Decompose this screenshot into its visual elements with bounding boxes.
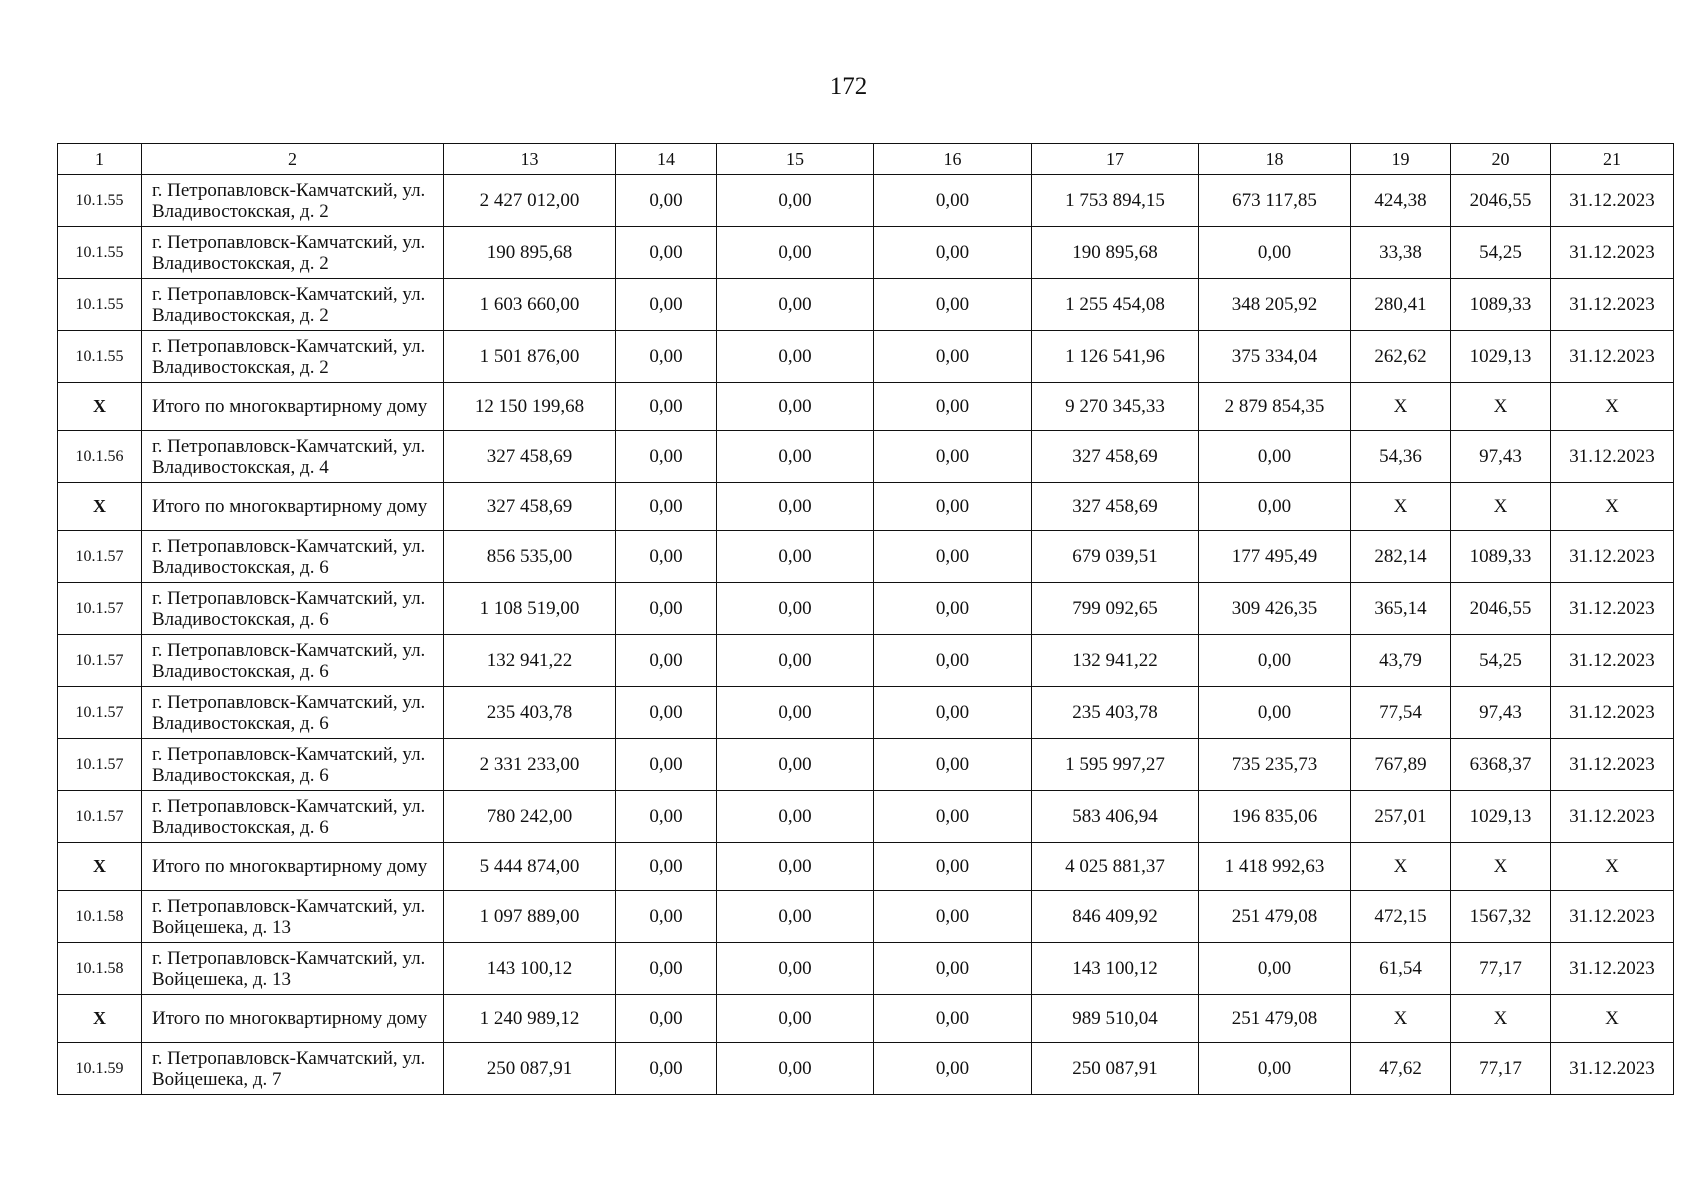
table-row: [58, 1043, 1674, 1095]
row-number-cell: Х: [58, 995, 142, 1043]
value-cell: 1089,33: [1451, 279, 1551, 331]
table-row: [58, 635, 1674, 687]
value-cell: 1 255 454,08: [1032, 279, 1199, 331]
value-cell: 0,00: [717, 483, 874, 531]
value-cell: 327 458,69: [444, 431, 616, 483]
value-cell: 2 879 854,35: [1199, 383, 1351, 431]
value-cell: 54,25: [1451, 635, 1551, 687]
value-cell: 0,00: [717, 791, 874, 843]
value-cell: 348 205,92: [1199, 279, 1351, 331]
column-header: 2: [142, 144, 444, 175]
value-cell: 4 025 881,37: [1032, 843, 1199, 891]
value-cell: 250 087,91: [444, 1043, 616, 1095]
value-cell: 327 458,69: [1032, 431, 1199, 483]
value-cell: 6368,37: [1451, 739, 1551, 791]
table-row: [58, 891, 1674, 943]
value-cell: Х: [1351, 995, 1451, 1043]
value-cell: 0,00: [717, 1043, 874, 1095]
value-cell: 2046,55: [1451, 583, 1551, 635]
value-cell: 31.12.2023: [1551, 635, 1674, 687]
value-cell: 0,00: [717, 635, 874, 687]
value-cell: Х: [1351, 483, 1451, 531]
value-cell: 0,00: [1199, 483, 1351, 531]
value-cell: 31.12.2023: [1551, 687, 1674, 739]
value-cell: 77,17: [1451, 943, 1551, 995]
value-cell: 0,00: [616, 331, 717, 383]
page-number: 172: [829, 73, 868, 100]
address-cell: г. Петропавловск-Камчатский, ул. Владивостокская, д. 4: [142, 431, 444, 483]
column-header: 21: [1551, 144, 1674, 175]
value-cell: 0,00: [1199, 1043, 1351, 1095]
column-header: 1: [58, 144, 142, 175]
value-cell: 0,00: [616, 739, 717, 791]
row-number-cell: 10.1.57: [58, 635, 142, 687]
value-cell: 1 126 541,96: [1032, 331, 1199, 383]
value-cell: 132 941,22: [444, 635, 616, 687]
total-row: [58, 843, 1674, 891]
column-header: 19: [1351, 144, 1451, 175]
value-cell: 143 100,12: [1032, 943, 1199, 995]
value-cell: Х: [1451, 483, 1551, 531]
column-header: 20: [1451, 144, 1551, 175]
value-cell: 1 501 876,00: [444, 331, 616, 383]
address-cell: г. Петропавловск-Камчатский, ул. Войцешека, д. 13: [142, 891, 444, 943]
value-cell: 235 403,78: [1032, 687, 1199, 739]
value-cell: 0,00: [616, 175, 717, 227]
value-cell: 0,00: [874, 843, 1032, 891]
value-cell: 97,43: [1451, 431, 1551, 483]
address-cell: г. Петропавловск-Камчатский, ул. Владивостокская, д. 6: [142, 583, 444, 635]
table-row: [58, 227, 1674, 279]
address-cell: г. Петропавловск-Камчатский, ул. Войцешека, д. 13: [142, 943, 444, 995]
value-cell: 262,62: [1351, 331, 1451, 383]
value-cell: 1 097 889,00: [444, 891, 616, 943]
value-cell: 12 150 199,68: [444, 383, 616, 431]
value-cell: 1 240 989,12: [444, 995, 616, 1043]
value-cell: 31.12.2023: [1551, 739, 1674, 791]
address-cell: г. Петропавловск-Камчатский, ул. Владивостокская, д. 6: [142, 791, 444, 843]
value-cell: 0,00: [717, 891, 874, 943]
value-cell: 31.12.2023: [1551, 227, 1674, 279]
table-header: [58, 144, 1674, 175]
value-cell: 0,00: [717, 583, 874, 635]
value-cell: 0,00: [874, 943, 1032, 995]
table-row: [58, 739, 1674, 791]
value-cell: 43,79: [1351, 635, 1451, 687]
address-cell: г. Петропавловск-Камчатский, ул. Владивостокская, д. 6: [142, 531, 444, 583]
value-cell: Х: [1351, 843, 1451, 891]
value-cell: 1 603 660,00: [444, 279, 616, 331]
column-header: 17: [1032, 144, 1199, 175]
value-cell: 1 753 894,15: [1032, 175, 1199, 227]
row-number-cell: 10.1.57: [58, 583, 142, 635]
value-cell: 0,00: [874, 635, 1032, 687]
value-cell: 0,00: [717, 383, 874, 431]
row-number-cell: Х: [58, 483, 142, 531]
value-cell: 0,00: [616, 483, 717, 531]
value-cell: 143 100,12: [444, 943, 616, 995]
value-cell: Х: [1351, 383, 1451, 431]
value-cell: 0,00: [874, 891, 1032, 943]
column-header: 18: [1199, 144, 1351, 175]
address-cell: г. Петропавловск-Камчатский, ул. Войцешека, д. 7: [142, 1043, 444, 1095]
table-row: [58, 431, 1674, 483]
table-body: [58, 175, 1674, 1095]
value-cell: 97,43: [1451, 687, 1551, 739]
value-cell: 0,00: [616, 431, 717, 483]
value-cell: 77,54: [1351, 687, 1451, 739]
column-header: 16: [874, 144, 1032, 175]
address-cell: Итого по многоквартирному дому: [142, 483, 444, 531]
value-cell: 2046,55: [1451, 175, 1551, 227]
value-cell: 0,00: [616, 943, 717, 995]
value-cell: 799 092,65: [1032, 583, 1199, 635]
value-cell: 0,00: [874, 995, 1032, 1043]
value-cell: 2 331 233,00: [444, 739, 616, 791]
value-cell: 0,00: [1199, 431, 1351, 483]
value-cell: 0,00: [616, 583, 717, 635]
row-number-cell: 10.1.57: [58, 687, 142, 739]
table-row: [58, 583, 1674, 635]
value-cell: 365,14: [1351, 583, 1451, 635]
value-cell: 190 895,68: [1032, 227, 1199, 279]
value-cell: 31.12.2023: [1551, 943, 1674, 995]
table-row: [58, 531, 1674, 583]
row-number-cell: 10.1.58: [58, 943, 142, 995]
address-cell: г. Петропавловск-Камчатский, ул. Владивостокская, д. 2: [142, 331, 444, 383]
value-cell: 0,00: [717, 431, 874, 483]
row-number-cell: 10.1.55: [58, 175, 142, 227]
value-cell: 0,00: [874, 331, 1032, 383]
address-cell: г. Петропавловск-Камчатский, ул. Владивостокская, д. 2: [142, 175, 444, 227]
table-row: [58, 331, 1674, 383]
value-cell: 0,00: [717, 687, 874, 739]
table-row: [58, 279, 1674, 331]
value-cell: 31.12.2023: [1551, 1043, 1674, 1095]
value-cell: 0,00: [874, 175, 1032, 227]
value-cell: 190 895,68: [444, 227, 616, 279]
value-cell: 282,14: [1351, 531, 1451, 583]
value-cell: 31.12.2023: [1551, 175, 1674, 227]
value-cell: 61,54: [1351, 943, 1451, 995]
value-cell: 0,00: [717, 843, 874, 891]
value-cell: 9 270 345,33: [1032, 383, 1199, 431]
value-cell: 31.12.2023: [1551, 331, 1674, 383]
value-cell: 1089,33: [1451, 531, 1551, 583]
value-cell: 0,00: [717, 739, 874, 791]
value-cell: Х: [1551, 843, 1674, 891]
row-number-cell: 10.1.57: [58, 791, 142, 843]
value-cell: 31.12.2023: [1551, 891, 1674, 943]
value-cell: 0,00: [616, 687, 717, 739]
value-cell: 0,00: [874, 383, 1032, 431]
value-cell: 780 242,00: [444, 791, 616, 843]
value-cell: 0,00: [616, 635, 717, 687]
value-cell: 0,00: [874, 227, 1032, 279]
value-cell: 309 426,35: [1199, 583, 1351, 635]
value-cell: 33,38: [1351, 227, 1451, 279]
value-cell: 472,15: [1351, 891, 1451, 943]
value-cell: 673 117,85: [1199, 175, 1351, 227]
value-cell: 989 510,04: [1032, 995, 1199, 1043]
address-cell: г. Петропавловск-Камчатский, ул. Владивостокская, д. 2: [142, 279, 444, 331]
value-cell: 0,00: [717, 279, 874, 331]
value-cell: 250 087,91: [1032, 1043, 1199, 1095]
value-cell: 5 444 874,00: [444, 843, 616, 891]
value-cell: 0,00: [717, 995, 874, 1043]
value-cell: 0,00: [1199, 635, 1351, 687]
table-row: [58, 175, 1674, 227]
value-cell: 0,00: [874, 531, 1032, 583]
value-cell: 0,00: [616, 791, 717, 843]
value-cell: Х: [1551, 383, 1674, 431]
address-cell: Итого по многоквартирному дому: [142, 383, 444, 431]
header-row: [58, 144, 1674, 175]
value-cell: 0,00: [717, 175, 874, 227]
total-row: [58, 383, 1674, 431]
value-cell: 375 334,04: [1199, 331, 1351, 383]
value-cell: 327 458,69: [1032, 483, 1199, 531]
value-cell: 1029,13: [1451, 331, 1551, 383]
value-cell: Х: [1451, 843, 1551, 891]
column-header: 14: [616, 144, 717, 175]
table-row: [58, 791, 1674, 843]
value-cell: 0,00: [874, 279, 1032, 331]
value-cell: Х: [1451, 995, 1551, 1043]
value-cell: 0,00: [616, 995, 717, 1043]
value-cell: 54,25: [1451, 227, 1551, 279]
value-cell: Х: [1551, 995, 1674, 1043]
value-cell: 856 535,00: [444, 531, 616, 583]
value-cell: 0,00: [616, 1043, 717, 1095]
value-cell: Х: [1451, 383, 1551, 431]
value-cell: 196 835,06: [1199, 791, 1351, 843]
value-cell: 679 039,51: [1032, 531, 1199, 583]
total-row: [58, 995, 1674, 1043]
row-number-cell: 10.1.55: [58, 279, 142, 331]
value-cell: 132 941,22: [1032, 635, 1199, 687]
value-cell: 735 235,73: [1199, 739, 1351, 791]
value-cell: 0,00: [616, 383, 717, 431]
address-cell: г. Петропавловск-Камчатский, ул. Владивостокская, д. 6: [142, 687, 444, 739]
address-cell: г. Петропавловск-Камчатский, ул. Владивостокская, д. 6: [142, 739, 444, 791]
value-cell: 0,00: [874, 483, 1032, 531]
value-cell: 424,38: [1351, 175, 1451, 227]
value-cell: 846 409,92: [1032, 891, 1199, 943]
value-cell: 0,00: [874, 583, 1032, 635]
value-cell: 0,00: [1199, 943, 1351, 995]
row-number-cell: Х: [58, 383, 142, 431]
row-number-cell: 10.1.57: [58, 739, 142, 791]
value-cell: 77,17: [1451, 1043, 1551, 1095]
value-cell: 0,00: [874, 739, 1032, 791]
value-cell: 235 403,78: [444, 687, 616, 739]
value-cell: 47,62: [1351, 1043, 1451, 1095]
row-number-cell: 10.1.56: [58, 431, 142, 483]
total-row: [58, 483, 1674, 531]
value-cell: 0,00: [717, 531, 874, 583]
value-cell: 0,00: [616, 531, 717, 583]
value-cell: 0,00: [616, 227, 717, 279]
value-cell: 177 495,49: [1199, 531, 1351, 583]
row-number-cell: 10.1.55: [58, 331, 142, 383]
value-cell: 0,00: [717, 943, 874, 995]
data-table: [57, 143, 1674, 1095]
value-cell: 0,00: [717, 331, 874, 383]
value-cell: 767,89: [1351, 739, 1451, 791]
value-cell: 1 418 992,63: [1199, 843, 1351, 891]
value-cell: 0,00: [874, 791, 1032, 843]
row-number-cell: 10.1.57: [58, 531, 142, 583]
row-number-cell: 10.1.59: [58, 1043, 142, 1095]
value-cell: 0,00: [874, 431, 1032, 483]
value-cell: 251 479,08: [1199, 891, 1351, 943]
value-cell: 0,00: [1199, 227, 1351, 279]
value-cell: 31.12.2023: [1551, 531, 1674, 583]
value-cell: 1029,13: [1451, 791, 1551, 843]
value-cell: 257,01: [1351, 791, 1451, 843]
value-cell: 0,00: [717, 227, 874, 279]
column-header: 15: [717, 144, 874, 175]
value-cell: Х: [1551, 483, 1674, 531]
value-cell: 0,00: [616, 843, 717, 891]
address-cell: Итого по многоквартирному дому: [142, 995, 444, 1043]
table-row: [58, 687, 1674, 739]
value-cell: 583 406,94: [1032, 791, 1199, 843]
value-cell: 31.12.2023: [1551, 431, 1674, 483]
row-number-cell: 10.1.55: [58, 227, 142, 279]
value-cell: 327 458,69: [444, 483, 616, 531]
value-cell: 54,36: [1351, 431, 1451, 483]
value-cell: 1567,32: [1451, 891, 1551, 943]
value-cell: 1 595 997,27: [1032, 739, 1199, 791]
address-cell: г. Петропавловск-Камчатский, ул. Владивостокская, д. 2: [142, 227, 444, 279]
address-cell: Итого по многоквартирному дому: [142, 843, 444, 891]
value-cell: 0,00: [616, 891, 717, 943]
value-cell: 0,00: [616, 279, 717, 331]
row-number-cell: Х: [58, 843, 142, 891]
value-cell: 0,00: [874, 687, 1032, 739]
value-cell: 251 479,08: [1199, 995, 1351, 1043]
table-row: [58, 943, 1674, 995]
value-cell: 0,00: [1199, 687, 1351, 739]
address-cell: г. Петропавловск-Камчатский, ул. Владивостокская, д. 6: [142, 635, 444, 687]
value-cell: 31.12.2023: [1551, 791, 1674, 843]
column-header: 13: [444, 144, 616, 175]
value-cell: 0,00: [874, 1043, 1032, 1095]
row-number-cell: 10.1.58: [58, 891, 142, 943]
value-cell: 2 427 012,00: [444, 175, 616, 227]
value-cell: 1 108 519,00: [444, 583, 616, 635]
value-cell: 31.12.2023: [1551, 279, 1674, 331]
value-cell: 31.12.2023: [1551, 583, 1674, 635]
value-cell: 280,41: [1351, 279, 1451, 331]
